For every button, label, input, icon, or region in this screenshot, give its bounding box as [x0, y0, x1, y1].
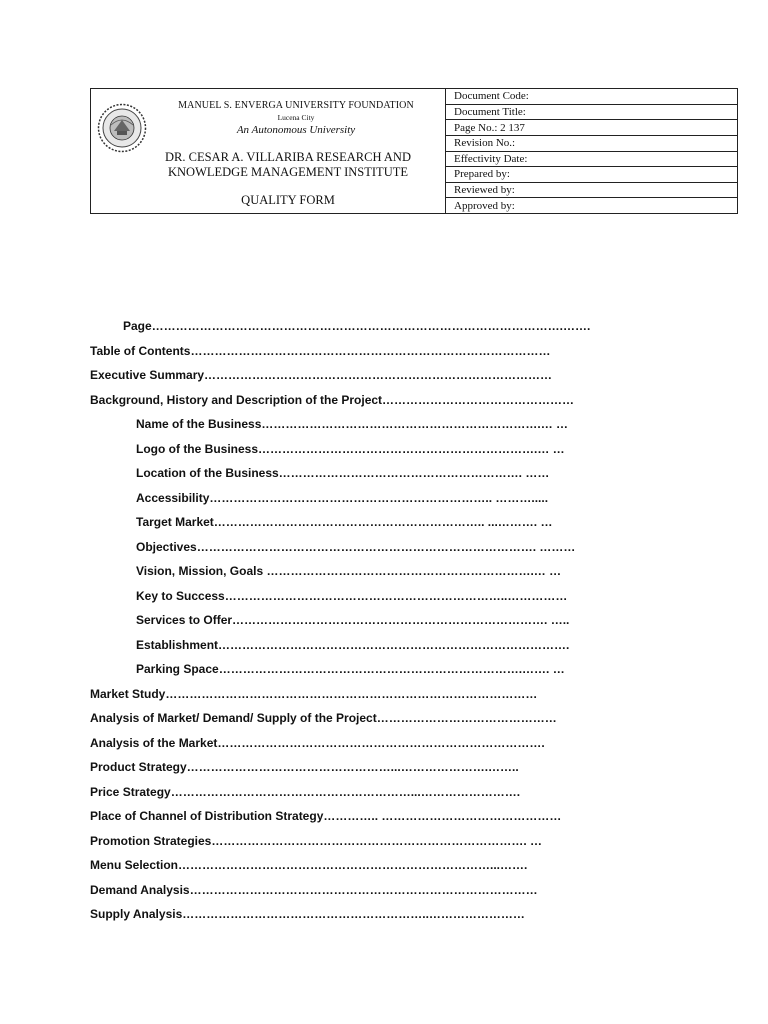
toc-subentry-establishment: Establishment…………………………………………………………………………….	[136, 637, 570, 652]
quality-form-header	[90, 88, 738, 214]
toc-entry-product-strategy: Product Strategy……………………………………………...………………….……..	[90, 760, 519, 774]
reviewed-by-field: Reviewed by:	[446, 183, 737, 199]
toc-subentry-services-to-offer: Services to Offer……………………………………………………………………. …..	[136, 613, 570, 627]
toc-entry-price-strategy: Price Strategy……………………………………………………...…………………….	[90, 784, 521, 799]
toc-subentry-target-market: Target Market………………………………………………………….. ...………. …	[136, 515, 553, 529]
toc-entry-demand-analysis: Demand Analysis……………………………………………………………………………	[90, 882, 538, 897]
toc-entry-menu-selection: Menu Selection……………………………………………………………………...…….	[90, 858, 528, 872]
org-tagline: An Autonomous University	[236, 124, 356, 136]
toc-subentry-accessibility: Accessibility…………………………………………………………….. ……….....	[136, 490, 549, 505]
page-number-field: Page No.: 2 137	[446, 120, 737, 136]
institute-name-line-1: DR. CESAR A. VILLARIBA RESEARCH AND	[165, 150, 411, 164]
effectivity-date-field: Effectivity Date:	[446, 152, 737, 168]
prepared-by-field: Prepared by:	[446, 167, 737, 183]
toc-entry-table-of-contents: Table of Contents………………………………………………………………………………	[90, 343, 551, 358]
institute-name-line-2: KNOWLEDGE MANAGEMENT INSTITUTE	[167, 165, 408, 179]
approved-by-field: Approved by:	[454, 199, 515, 212]
toc-subentry-vision-mission-goals: Vision, Mission, Goals ………………………………………………………….… …	[136, 564, 562, 578]
toc-subentry-name-of-business: Name of the Business…………………………………………………………….… …	[136, 417, 569, 431]
toc-subentry-objectives: Objectives…………………………………………………………………………. ………	[136, 539, 576, 554]
document-code-field: Document Code:	[446, 89, 737, 105]
form-title: QUALITY FORM	[241, 193, 335, 207]
toc-subentry-key-to-success: Key to Success……………………………………………………………..……………	[136, 588, 568, 603]
toc-entry-background: Background, History and Description of the Project…………………………………………	[90, 392, 575, 407]
table-of-contents	[90, 316, 690, 929]
toc-entry-promotion-strategies: Promotion Strategies……………………………………………………………………. …	[90, 833, 543, 848]
toc-entry-distribution-strategy: Place of Channel of Distribution Strategy………….. ………………………………………	[90, 809, 562, 823]
toc-entry-executive-summary: Executive Summary……………………………………………………………………………	[90, 368, 553, 382]
toc-page-heading: Page………………………………………………………………………………………….…….	[123, 319, 591, 333]
document-title-field: Document Title:	[446, 105, 737, 121]
toc-entry-market-study: Market Study…………………………………………………………………………………	[90, 686, 538, 701]
revision-number-field: Revision No.:	[446, 136, 737, 152]
org-city: Lucena City	[277, 113, 315, 122]
org-name: MANUEL S. ENVERGA UNIVERSITY FOUNDATION	[178, 100, 414, 111]
toc-entry-supply-analysis: Supply Analysis……………………………………………………..……………………	[90, 907, 525, 921]
document-info-table	[446, 89, 737, 213]
toc-subentry-logo-of-business: Logo of the Business…………………………………………………………….… …	[136, 441, 565, 456]
toc-entry-analysis-market-demand-supply: Analysis of Market/ Demand/ Supply of the Project………………………………………	[90, 711, 557, 725]
toc-entry-analysis-of-market: Analysis of the Market……………………………………………………………………….	[90, 735, 545, 750]
toc-subentry-location: Location of the Business……………………………………………………. ……	[136, 466, 550, 480]
university-seal-icon	[97, 103, 147, 153]
toc-subentry-parking-space: Parking Space………………………………………………………………….……. …	[136, 662, 565, 676]
header-institution-cell	[91, 89, 446, 213]
